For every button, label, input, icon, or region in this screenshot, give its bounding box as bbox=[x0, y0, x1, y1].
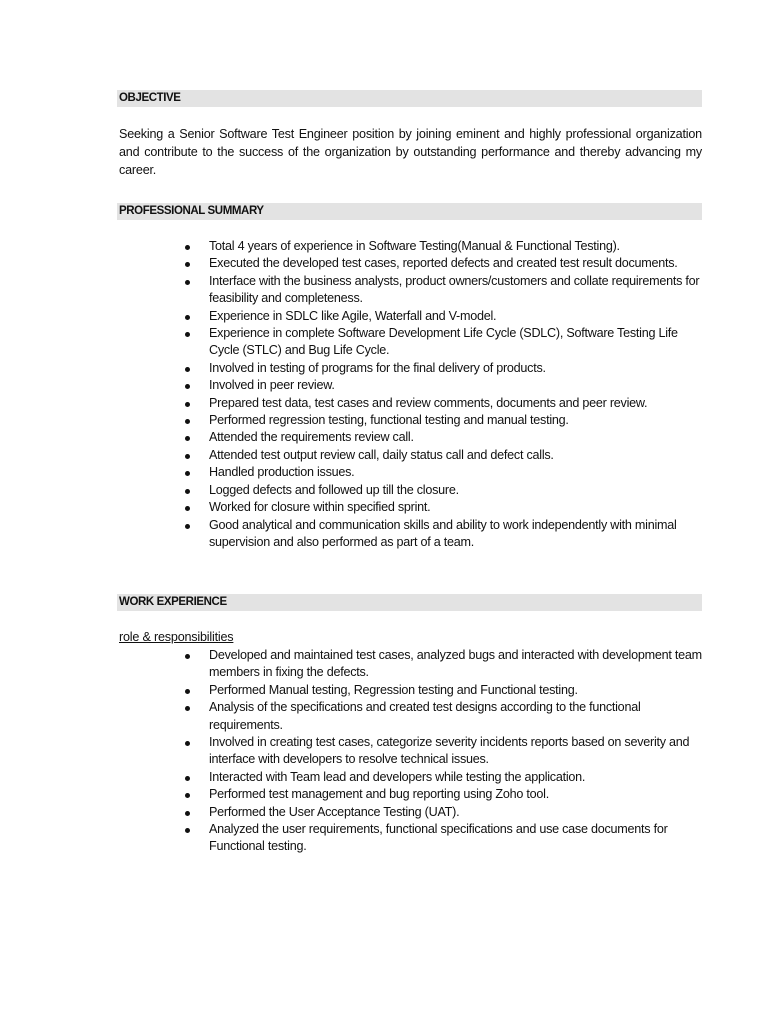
bullet-icon bbox=[185, 524, 190, 529]
summary-list-item-text: Attended the requirements review call. bbox=[209, 430, 414, 445]
responsibility-list-item bbox=[209, 786, 704, 803]
bullet-icon bbox=[185, 689, 190, 694]
summary-list-item-text: Prepared test data, test cases and review comments, documents and peer review. bbox=[209, 395, 648, 410]
bullet-icon bbox=[185, 436, 190, 441]
bullet-icon bbox=[185, 245, 190, 250]
responsibility-list-item bbox=[209, 699, 704, 734]
bullet-icon bbox=[185, 384, 190, 389]
summary-list-item-text: Executed the developed test cases, reported defects and created test result documents. bbox=[209, 256, 678, 271]
summary-list-item bbox=[209, 447, 704, 464]
bullet-icon bbox=[185, 828, 190, 833]
summary-list-item bbox=[209, 325, 704, 360]
bullet-icon bbox=[185, 741, 190, 746]
summary-list-item-text: Experience in SDLC like Agile, Waterfall and V-model. bbox=[209, 308, 497, 323]
responsibility-list-item bbox=[209, 821, 704, 856]
bullet-icon bbox=[185, 454, 190, 459]
bullet-icon bbox=[185, 811, 190, 816]
summary-list-item-text: Experience in complete Software Development Life Cycle (SDLC), Software Testing Life Cycle (STLC) and Bug Life Cycle. bbox=[209, 326, 678, 358]
summary-list-item-text: Attended test output review call, daily status call and defect calls. bbox=[209, 447, 554, 462]
responsibility-list-item-text: Analyzed the user requirements, functional specifications and use case documents for Functional testing. bbox=[209, 822, 668, 854]
summary-list-item bbox=[209, 499, 704, 516]
summary-list-item bbox=[209, 273, 704, 308]
bullet-icon bbox=[185, 471, 190, 476]
bullet-icon bbox=[185, 315, 190, 320]
bullet-icon bbox=[185, 706, 190, 711]
bullet-icon bbox=[185, 280, 190, 285]
professional-summary-section-header bbox=[117, 203, 702, 220]
summary-list-item-text: Involved in testing of programs for the final delivery of products. bbox=[209, 360, 546, 375]
bullet-icon bbox=[185, 776, 190, 781]
objective-text: Seeking a Senior Software Test Engineer position by joining eminent and highly professional organization and contribute to the success of the organization by outstanding performance and thereby advancing my career. bbox=[119, 127, 702, 177]
summary-list-item bbox=[209, 412, 704, 429]
responsibility-list-item-text: Performed Manual testing, Regression testing and Functional testing. bbox=[209, 682, 578, 697]
summary-list-item-text: Performed regression testing, functional testing and manual testing. bbox=[209, 413, 569, 428]
summary-list-item-text: Worked for closure within specified sprint. bbox=[209, 500, 431, 515]
responsibility-list-item bbox=[209, 647, 704, 682]
summary-list-item bbox=[209, 308, 704, 325]
responsibility-list-item bbox=[209, 734, 704, 769]
responsibility-list-item-text: Developed and maintained test cases, analyzed bugs and interacted with development team members in fixing the defects. bbox=[209, 648, 702, 680]
summary-list-item-text: Handled production issues. bbox=[209, 465, 355, 480]
summary-list-item bbox=[209, 395, 704, 412]
summary-list-item bbox=[209, 517, 704, 552]
responsibility-list-item bbox=[209, 682, 704, 699]
summary-list-item-text: Involved in peer review. bbox=[209, 378, 335, 393]
bullet-icon bbox=[185, 332, 190, 337]
responsibility-list-item-text: Performed test management and bug reporting using Zoho tool. bbox=[209, 787, 549, 802]
responsibility-list-item-text: Performed the User Acceptance Testing (UAT). bbox=[209, 804, 460, 819]
professional-summary-title: PROFESSIONAL SUMMARY bbox=[119, 205, 264, 217]
bullet-icon bbox=[185, 402, 190, 407]
objective-title: OBJECTIVE bbox=[119, 92, 181, 104]
objective-section-header bbox=[117, 90, 702, 107]
summary-list-item-text: Good analytical and communication skills and ability to work independently with minimal supervision and also performed as part of a team. bbox=[209, 517, 677, 549]
summary-list-item bbox=[209, 429, 704, 446]
responsibility-list-item-text: Interacted with Team lead and developers while testing the application. bbox=[209, 769, 586, 784]
summary-list-item bbox=[209, 360, 704, 377]
work-experience-title: WORK EXPERIENCE bbox=[119, 596, 227, 608]
summary-list-item bbox=[209, 464, 704, 481]
bullet-icon bbox=[185, 419, 190, 424]
responsibility-list-item bbox=[209, 804, 704, 821]
summary-list-item bbox=[209, 238, 704, 255]
bullet-icon bbox=[185, 793, 190, 798]
work-experience-section-header bbox=[117, 594, 702, 611]
bullet-icon bbox=[185, 367, 190, 372]
bullet-icon bbox=[185, 506, 190, 511]
summary-list-item-text: Logged defects and followed up till the closure. bbox=[209, 482, 459, 497]
responsibility-list-item-text: Analysis of the specifications and created test designs according to the functional requirements. bbox=[209, 700, 641, 732]
bullet-icon bbox=[185, 654, 190, 659]
summary-list-item bbox=[209, 377, 704, 394]
summary-list-item-text: Interface with the business analysts, product owners/customers and collate requirements for feasibility and completeness. bbox=[209, 273, 700, 306]
professional-summary-list bbox=[209, 238, 704, 551]
responsibility-list-item-text: Involved in creating test cases, categorize severity incidents reports based on severity and interface with developers to resolve technical issues. bbox=[209, 735, 690, 767]
summary-list-item bbox=[209, 255, 704, 272]
summary-list-item-text: Total 4 years of experience in Software Testing(Manual & Functional Testing). bbox=[209, 239, 620, 253]
work-experience-list bbox=[209, 647, 704, 856]
responsibility-list-item bbox=[209, 769, 704, 786]
bullet-icon bbox=[185, 262, 190, 267]
role-responsibilities-heading: role & responsibilities bbox=[119, 630, 234, 644]
bullet-icon bbox=[185, 489, 190, 494]
summary-list-item bbox=[209, 482, 704, 499]
